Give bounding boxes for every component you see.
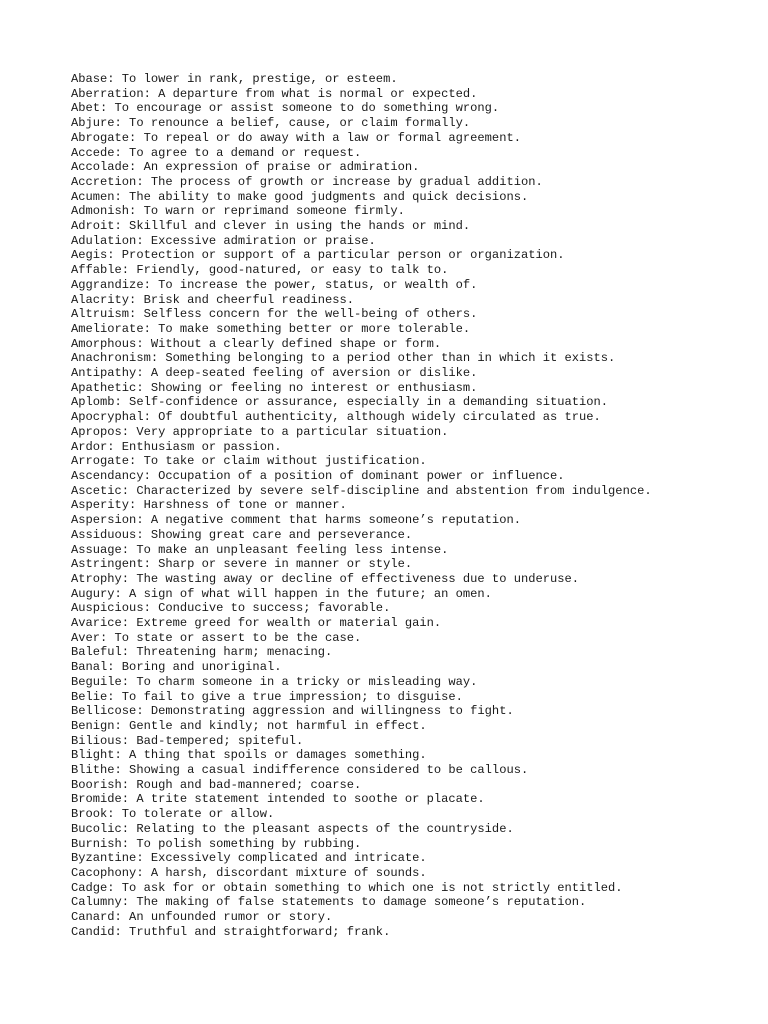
glossary-entry: Candid: Truthful and straightforward; frank. [71,924,391,939]
glossary-entry: Ameliorate: To make something better or more tolerable. [71,321,471,336]
glossary-entry: Ardor: Enthusiasm or passion. [71,439,282,454]
glossary-entry: Aver: To state or assert to be the case. [71,630,362,645]
glossary-entry: Bromide: A trite statement intended to soothe or placate. [71,792,485,807]
glossary-entry: Blight: A thing that spoils or damages something. [71,748,427,763]
glossary-entry: Aberration: A departure from what is normal or expected. [71,86,478,101]
glossary-entry: Canard: An unfounded rumor or story. [71,910,333,925]
glossary-entry: Benign: Gentle and kindly; not harmful in effect. [71,718,427,733]
glossary-entry: Accede: To agree to a demand or request. [71,145,362,160]
glossary-entry: Augury: A sign of what will happen in the future; an omen. [71,586,492,601]
glossary-entry: Aegis: Protection or support of a particular person or organization. [71,248,565,263]
glossary-entry: Abet: To encourage or assist someone to do something wrong. [71,101,500,116]
glossary-entry: Altruism: Selfless concern for the well-being of others. [71,307,478,322]
glossary-entry: Cadge: To ask for or obtain something to which one is not strictly entitled. [71,880,623,895]
glossary-entry: Alacrity: Brisk and cheerful readiness. [71,292,355,307]
glossary-entry: Abrogate: To repeal or do away with a law or formal agreement. [71,130,521,145]
document-page [71,72,761,939]
glossary-entry: Aplomb: Self-confidence or assurance, especially in a demanding situation. [71,395,609,410]
glossary-entry: Assiduous: Showing great care and perseverance. [71,527,413,542]
glossary-entry: Acumen: The ability to make good judgments and quick decisions. [71,189,529,204]
glossary-entry: Assuage: To make an unpleasant feeling less intense. [71,542,449,557]
glossary-entry: Abase: To lower in rank, prestige, or esteem. [71,72,398,86]
glossary-entry: Accretion: The process of growth or increase by gradual addition. [71,174,543,189]
glossary-entry: Beguile: To charm someone in a tricky or misleading way. [71,674,478,689]
glossary-list [71,72,761,939]
glossary-entry: Ascetic: Characterized by severe self-discipline and abstention from indulgence. [71,483,652,498]
glossary-entry: Avarice: Extreme greed for wealth or material gain. [71,616,442,631]
glossary-entry: Admonish: To warn or reprimand someone firmly. [71,204,405,219]
glossary-entry: Burnish: To polish something by rubbing. [71,836,362,851]
glossary-entry: Apropos: Very appropriate to a particular situation. [71,424,449,439]
glossary-entry: Calumny: The making of false statements to damage someone’s reputation. [71,895,587,910]
glossary-entry: Bellicose: Demonstrating aggression and willingness to fight. [71,704,514,719]
glossary-entry: Banal: Boring and unoriginal. [71,660,282,675]
glossary-entry: Auspicious: Conducive to success; favorable. [71,601,391,616]
glossary-entry: Blithe: Showing a casual indifference considered to be callous. [71,763,529,778]
glossary-entry: Asperity: Harshness of tone or manner. [71,498,347,513]
glossary-entry: Ascendancy: Occupation of a position of dominant power or influence. [71,468,565,483]
glossary-entry: Brook: To tolerate or allow. [71,807,275,822]
glossary-entry: Boorish: Rough and bad-mannered; coarse. [71,777,362,792]
glossary-entry: Accolade: An expression of praise or admiration. [71,160,420,175]
glossary-entry: Adroit: Skillful and clever in using the hands or mind. [71,219,471,234]
glossary-entry: Atrophy: The wasting away or decline of effectiveness due to underuse. [71,571,580,586]
glossary-entry: Antipathy: A deep-seated feeling of aversion or dislike. [71,366,478,381]
glossary-entry: Bucolic: Relating to the pleasant aspects of the countryside. [71,821,514,836]
glossary-entry: Arrogate: To take or claim without justification. [71,454,427,469]
glossary-entry: Astringent: Sharp or severe in manner or style. [71,557,413,572]
glossary-entry: Baleful: Threatening harm; menacing. [71,645,333,660]
glossary-entry: Amorphous: Without a clearly defined shape or form. [71,336,442,351]
glossary-entry: Aspersion: A negative comment that harms someone’s reputation. [71,513,521,528]
glossary-entry: Abjure: To renounce a belief, cause, or claim formally. [71,116,471,131]
glossary-entry: Bilious: Bad-tempered; spiteful. [71,733,304,748]
glossary-entry: Anachronism: Something belonging to a period other than in which it exists. [71,351,616,366]
glossary-entry: Belie: To fail to give a true impression; to disguise. [71,689,463,704]
glossary-entry: Byzantine: Excessively complicated and intricate. [71,851,427,866]
glossary-entry: Apathetic: Showing or feeling no interest or enthusiasm. [71,380,478,395]
glossary-entry: Cacophony: A harsh, discordant mixture of sounds. [71,865,427,880]
glossary-entry: Affable: Friendly, good-natured, or easy to talk to. [71,263,449,278]
glossary-entry: Apocryphal: Of doubtful authenticity, although widely circulated as true. [71,410,601,425]
glossary-entry: Adulation: Excessive admiration or praise. [71,233,376,248]
glossary-entry: Aggrandize: To increase the power, status, or wealth of. [71,277,478,292]
